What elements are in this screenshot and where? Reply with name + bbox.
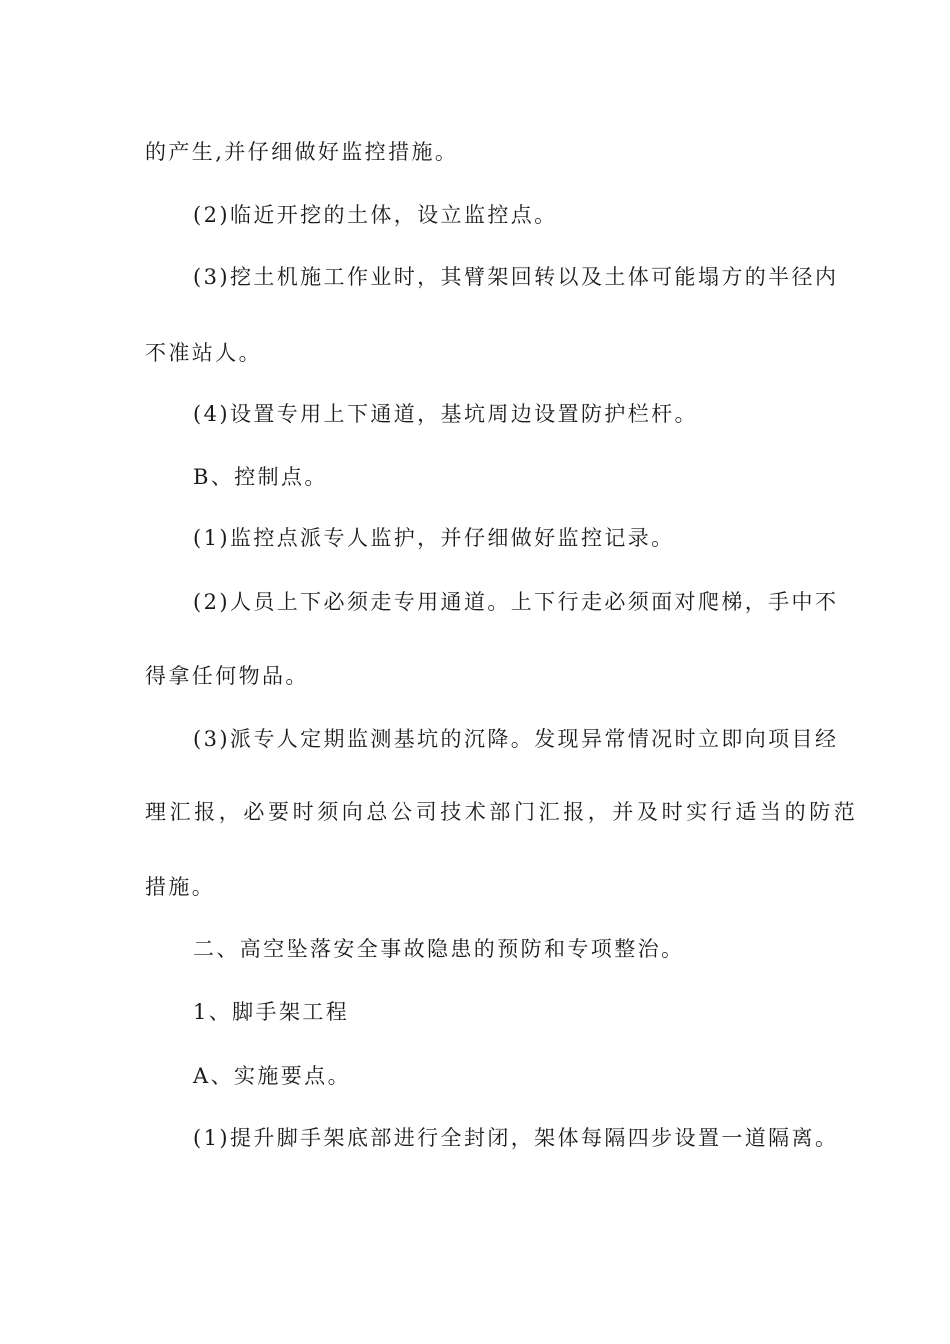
paragraph-line: (4)设置专用上下通道，基坑周边设置防护栏杆。: [193, 402, 698, 426]
section-heading: B、控制点。: [193, 465, 328, 489]
paragraph-line: 措施。: [145, 875, 216, 899]
paragraph-line: 理汇报，必要时须向总公司技术部门汇报，并及时实行适当的防范: [145, 800, 859, 824]
paragraph-line: (1)监控点派专人监护，并仔细做好监控记录。: [193, 526, 675, 550]
paragraph-line: (2)临近开挖的土体，设立监控点。: [193, 203, 558, 227]
paragraph-line: 的产生,并仔细做好监控措施。: [145, 140, 459, 164]
paragraph-line: (3)挖土机施工作业时，其臂架回转以及土体可能塌方的半径内: [193, 265, 839, 289]
section-heading: 二、高空坠落安全事故隐患的预防和专项整治。: [193, 937, 685, 961]
paragraph-line: 得拿任何物品。: [145, 664, 309, 688]
paragraph-line: (3)派专人定期监测基坑的沉降。发现异常情况时立即向项目经: [193, 727, 839, 751]
section-heading: A、实施要点。: [193, 1064, 351, 1088]
paragraph-line: (1)提升脚手架底部进行全封闭，架体每隔四步设置一道隔离。: [193, 1126, 839, 1150]
paragraph-line: (2)人员上下必须走专用通道。上下行走必须面对爬梯，手中不: [193, 590, 839, 614]
paragraph-line: 不准站人。: [145, 341, 262, 365]
section-heading: 1、脚手架工程: [193, 1000, 350, 1024]
